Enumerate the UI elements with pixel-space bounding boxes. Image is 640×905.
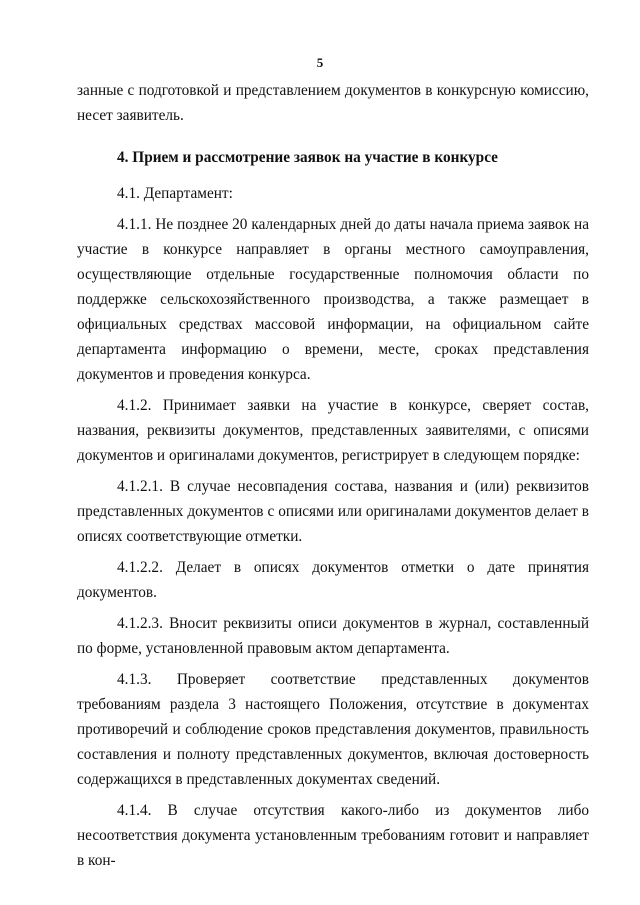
paragraph-4-1-2: 4.1.2. Принимает заявки на участие в конкурсе, сверяет состав, названия, реквизиты документов, представленных заявителями, с описями документов и оригиналами документов, регистрирует в следующем порядке:	[77, 397, 589, 464]
continuation-text: занные с подготовкой и представлением документов в конкурсную комиссию, несет заявитель.	[77, 82, 589, 124]
paragraph-4-1-2-3: 4.1.2.3. Вносит реквизиты описи документов в журнал, составленный по форме, установленной правовым актом департамента.	[77, 615, 589, 657]
document-body	[77, 78, 589, 873]
paragraph-4-1-3: 4.1.3. Проверяет соответствие представленных документов требованиям раздела 3 настоящего Положения, отсутствие в документах противоречий и соблюдение сроков представления документов, правильность составления и полноту представленных документов, включая достоверность содержащихся в представленных документах сведений.	[77, 671, 589, 788]
paragraph-4-1-2-1: 4.1.2.1. В случае несовпадения состава, названия и (или) реквизитов представленных документов с описями или оригиналами документов делает в описях соответствующие отметки.	[77, 478, 589, 545]
paragraph-4-1-4: 4.1.4. В случае отсутствия какого-либо из документов либо несоответствия документа установленным требованиям готовит и направляет в кон-	[77, 802, 589, 869]
paragraph-4-1-1: 4.1.1. Не позднее 20 календарных дней до даты начала приема заявок на участие в конкурсе направляет в органы местного самоуправления, осуществляющие отдельные государственные полномочия области по поддержке сельскохозяйственного производства, а также размещает в официальных средствах массовой информации, на официальном сайте департамента информацию о времени, месте, сроках представления документов и проведения конкурса.	[77, 216, 589, 383]
paragraph-4-1-2-2: 4.1.2.2. Делает в описях документов отметки о дате принятия документов.	[77, 559, 589, 601]
page-number: 5	[316, 55, 324, 70]
section-heading: 4. Прием и рассмотрение заявок на участие в конкурсе	[117, 149, 498, 166]
paragraph-4-1: 4.1. Департамент:	[117, 185, 233, 202]
